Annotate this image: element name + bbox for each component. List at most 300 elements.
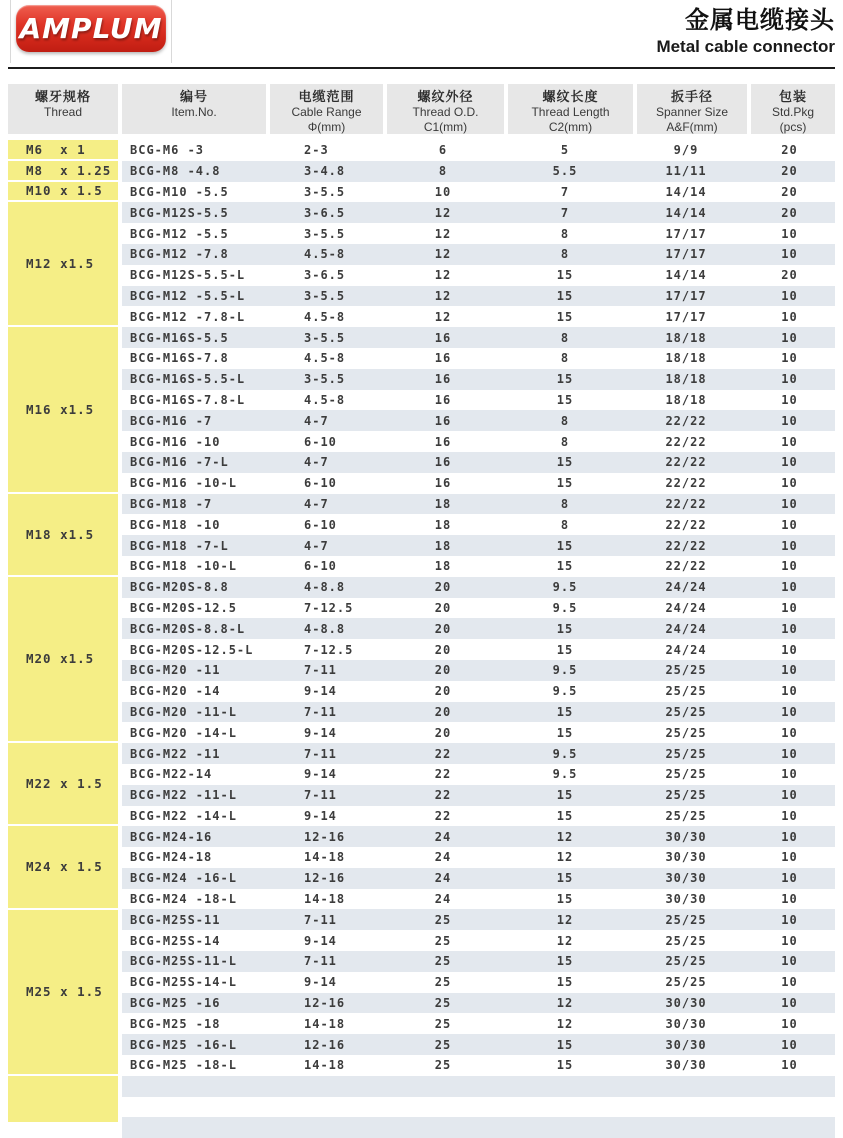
- cell-item-no: BCG-M24 -16-L: [130, 871, 237, 886]
- cell-spanner-size: 22/22: [665, 559, 707, 574]
- table-body: [8, 140, 835, 1138]
- cell-item-no: BCG-M18 -7-L: [130, 538, 229, 553]
- cell-thread-od: 18: [434, 517, 452, 532]
- cell-cable-range: 7-12.5: [304, 600, 354, 615]
- cell-cable-range: 2-3: [304, 143, 329, 158]
- table-row: [122, 951, 835, 972]
- cell-cable-range: 14-18: [304, 1058, 346, 1073]
- cell-spanner-size: 25/25: [665, 704, 707, 719]
- col-header-item-no: [122, 84, 266, 134]
- cell-item-no: BCG-M22-14: [130, 767, 213, 782]
- thread-spec-column: [8, 140, 118, 1138]
- cell-thread-length: 7: [560, 205, 570, 220]
- table-row: [122, 286, 835, 307]
- cell-thread-length: 8: [560, 496, 570, 511]
- table-row: [122, 577, 835, 598]
- cell-spanner-size: 17/17: [665, 288, 707, 303]
- table-row: [122, 1034, 835, 1055]
- cell-spanner-size: 30/30: [665, 996, 707, 1011]
- cell-thread-length: 15: [556, 372, 574, 387]
- cell-thread-length: 9.5: [552, 684, 578, 699]
- table-row: [122, 681, 835, 702]
- cell-spanner-size: 25/25: [665, 954, 707, 969]
- cell-spanner-size: 25/25: [665, 767, 707, 782]
- col-header-en: Std.Pkg: [771, 105, 815, 119]
- cell-cable-range: 4.5-8: [304, 247, 346, 262]
- table-row: [122, 327, 835, 348]
- cell-thread-length: 15: [556, 954, 574, 969]
- cell-thread-length: 15: [556, 642, 574, 657]
- cell-std-pkg: 10: [781, 476, 798, 491]
- cell-item-no: BCG-M8 -4.8: [130, 164, 221, 179]
- cell-std-pkg: 10: [781, 455, 798, 470]
- cell-item-no: BCG-M20 -14: [130, 684, 221, 699]
- cell-thread-od: 20: [434, 600, 452, 615]
- table-header-row: [8, 84, 835, 134]
- cell-std-pkg: 20: [781, 143, 798, 158]
- cell-std-pkg: 20: [781, 205, 798, 220]
- cell-thread-od: 10: [434, 184, 452, 199]
- table-row: [122, 764, 835, 785]
- table-row: [122, 161, 835, 182]
- cell-item-no: BCG-M16 -10-L: [130, 476, 237, 491]
- cell-std-pkg: 10: [781, 559, 798, 574]
- table-row: [122, 930, 835, 951]
- table-row: [122, 598, 835, 619]
- table-row: [122, 265, 835, 286]
- cell-thread-length: 12: [556, 829, 574, 844]
- cell-item-no: BCG-M16S-7.8-L: [130, 392, 246, 407]
- thread-group-m25-x-1-5: [8, 910, 118, 1076]
- cell-cable-range: 3-5.5: [304, 372, 346, 387]
- cell-thread-length: 12: [556, 996, 574, 1011]
- col-header-unit: C1(mm): [423, 120, 468, 134]
- cell-spanner-size: 9/9: [673, 143, 699, 158]
- cell-spanner-size: 22/22: [665, 517, 707, 532]
- col-header-zh: 包装: [778, 89, 807, 104]
- product-table: [8, 84, 835, 1138]
- table-row: [122, 473, 835, 494]
- cell-thread-od: 16: [434, 455, 452, 470]
- cell-cable-range: 3-6.5: [304, 268, 346, 283]
- col-header-unit: Φ(mm): [307, 120, 346, 134]
- cell-std-pkg: 20: [781, 164, 798, 179]
- cell-spanner-size: 11/11: [665, 164, 707, 179]
- cell-std-pkg: 10: [781, 642, 798, 657]
- cell-spanner-size: 24/24: [665, 580, 707, 595]
- cell-std-pkg: 10: [781, 767, 798, 782]
- cell-std-pkg: 10: [781, 330, 798, 345]
- cell-cable-range: 4-7: [304, 538, 329, 553]
- cell-cable-range: 3-5.5: [304, 184, 346, 199]
- cell-thread-od: 24: [434, 871, 452, 886]
- cell-item-no: BCG-M20S-12.5-L: [130, 642, 254, 657]
- cell-item-no: BCG-M16S-5.5-L: [130, 372, 246, 387]
- page-title-en: Metal cable connector: [656, 37, 835, 56]
- cell-std-pkg: 10: [781, 788, 798, 803]
- cell-std-pkg: 10: [781, 226, 798, 241]
- cell-std-pkg: 10: [781, 372, 798, 387]
- cell-std-pkg: 10: [781, 933, 798, 948]
- cell-thread-od: 20: [434, 663, 452, 678]
- col-header-en: Thread Length: [531, 105, 610, 119]
- cell-thread-length: 15: [556, 871, 574, 886]
- thread-group-m12-x1-5: [8, 202, 118, 327]
- cell-thread-od: 20: [434, 684, 452, 699]
- cell-cable-range: 12-16: [304, 1037, 346, 1052]
- cell-item-no: BCG-M10 -5.5: [130, 184, 229, 199]
- cell-item-no: BCG-M16S-7.8: [130, 351, 229, 366]
- cell-cable-range: 6-10: [304, 517, 337, 532]
- cell-thread-length: 15: [556, 455, 574, 470]
- cell-thread-od: 20: [434, 642, 452, 657]
- cell-cable-range: 7-11: [304, 954, 337, 969]
- cell-item-no: BCG-M25S-14: [130, 933, 221, 948]
- cell-thread-od: 25: [434, 933, 452, 948]
- table-row: [122, 826, 835, 847]
- cell-thread-length: 15: [556, 788, 574, 803]
- thread-group-label: M20 x1.5: [26, 651, 95, 667]
- table-row: [122, 452, 835, 473]
- cell-spanner-size: 18/18: [665, 392, 707, 407]
- cell-thread-length: 9.5: [552, 600, 578, 615]
- cell-thread-length: 12: [556, 933, 574, 948]
- cell-std-pkg: 10: [781, 288, 798, 303]
- cell-std-pkg: 10: [781, 247, 798, 262]
- thread-group-m22-x-1-5: [8, 743, 118, 826]
- table-row: [122, 722, 835, 743]
- cell-thread-od: 18: [434, 559, 452, 574]
- table-row: [122, 390, 835, 411]
- table-row: [122, 847, 835, 868]
- cell-std-pkg: 10: [781, 1037, 798, 1052]
- cell-thread-length: 5.5: [552, 164, 578, 179]
- cell-spanner-size: 25/25: [665, 684, 707, 699]
- cell-thread-od: 6: [438, 143, 448, 158]
- cell-cable-range: 7-11: [304, 663, 337, 678]
- cell-cable-range: 9-14: [304, 684, 337, 699]
- cell-std-pkg: 10: [781, 621, 798, 636]
- thread-group-m24-x-1-5: [8, 826, 118, 909]
- cell-cable-range: 9-14: [304, 975, 337, 990]
- cell-thread-od: 20: [434, 725, 452, 740]
- cell-std-pkg: 10: [781, 746, 798, 761]
- col-header-en: Thread O.D.: [412, 105, 479, 119]
- cell-thread-length: 15: [556, 1037, 574, 1052]
- cell-spanner-size: 14/14: [665, 268, 707, 283]
- cell-cable-range: 7-11: [304, 788, 337, 803]
- cell-thread-length: 15: [556, 288, 574, 303]
- cell-cable-range: 6-10: [304, 476, 337, 491]
- cell-item-no: BCG-M12 -5.5: [130, 226, 229, 241]
- cell-item-no: BCG-M25 -16-L: [130, 1037, 237, 1052]
- cell-thread-length: 15: [556, 975, 574, 990]
- cell-item-no: BCG-M24-18: [130, 850, 213, 865]
- thread-group-label: M6 x 1: [26, 141, 86, 157]
- cell-thread-od: 25: [434, 954, 452, 969]
- cell-thread-od: 12: [434, 226, 452, 241]
- cell-item-no: BCG-M20S-12.5: [130, 600, 237, 615]
- cell-spanner-size: 24/24: [665, 642, 707, 657]
- thread-group-m18-x1-5: [8, 494, 118, 577]
- page-title: [656, 6, 835, 58]
- cell-std-pkg: 20: [781, 268, 798, 283]
- cell-cable-range: 14-18: [304, 892, 346, 907]
- cell-spanner-size: 18/18: [665, 351, 707, 366]
- cell-cable-range: 9-14: [304, 933, 337, 948]
- cell-cable-range: 12-16: [304, 871, 346, 886]
- cell-thread-od: 16: [434, 434, 452, 449]
- data-rows-column: [122, 140, 835, 1138]
- cell-thread-length: 15: [556, 725, 574, 740]
- cell-thread-od: 25: [434, 1037, 452, 1052]
- thread-group-label: M12 x1.5: [26, 256, 95, 272]
- cell-spanner-size: 25/25: [665, 933, 707, 948]
- col-header-en: Spanner Size: [655, 105, 729, 119]
- cell-thread-length: 9.5: [552, 767, 578, 782]
- cell-item-no: BCG-M12 -7.8: [130, 247, 229, 262]
- cell-cable-range: 14-18: [304, 850, 346, 865]
- cell-thread-length: 15: [556, 392, 574, 407]
- cell-std-pkg: 10: [781, 954, 798, 969]
- cell-std-pkg: 10: [781, 892, 798, 907]
- cell-thread-length: 15: [556, 538, 574, 553]
- col-header-spanner-size: [637, 84, 747, 134]
- table-row: [122, 972, 835, 993]
- table-row: [122, 785, 835, 806]
- cell-spanner-size: 25/25: [665, 788, 707, 803]
- cell-spanner-size: 17/17: [665, 247, 707, 262]
- col-header-cable-range: [270, 84, 383, 134]
- cell-thread-od: 12: [434, 247, 452, 262]
- cell-spanner-size: 30/30: [665, 829, 707, 844]
- cell-thread-length: 15: [556, 559, 574, 574]
- cell-cable-range: 7-11: [304, 912, 337, 927]
- cell-spanner-size: 22/22: [665, 413, 707, 428]
- cell-spanner-size: 30/30: [665, 871, 707, 886]
- table-row: [122, 431, 835, 452]
- cell-thread-od: 22: [434, 767, 452, 782]
- table-row: [122, 889, 835, 910]
- cell-thread-length: 15: [556, 808, 574, 823]
- cell-thread-od: 16: [434, 372, 452, 387]
- cell-thread-od: 8: [438, 164, 448, 179]
- thread-group-label: M10 x 1.5: [26, 183, 103, 199]
- table-row: [122, 140, 835, 161]
- col-header-unit: C2(mm): [548, 120, 593, 134]
- cell-item-no: BCG-M16 -7-L: [130, 455, 229, 470]
- table-row: [122, 369, 835, 390]
- cell-spanner-size: 25/25: [665, 975, 707, 990]
- cell-spanner-size: 17/17: [665, 309, 707, 324]
- col-header-zh: 编号: [179, 89, 208, 104]
- cell-cable-range: 7-11: [304, 746, 337, 761]
- cell-cable-range: 4.5-8: [304, 392, 346, 407]
- empty-row: [122, 1117, 835, 1138]
- cell-spanner-size: 25/25: [665, 663, 707, 678]
- cell-item-no: BCG-M18 -10-L: [130, 559, 237, 574]
- thread-group-label: M16 x1.5: [26, 401, 95, 417]
- cell-thread-length: 15: [556, 892, 574, 907]
- cell-thread-length: 5: [560, 143, 570, 158]
- cell-cable-range: 4-7: [304, 413, 329, 428]
- cell-std-pkg: 10: [781, 704, 798, 719]
- empty-row: [122, 1097, 835, 1118]
- cell-thread-length: 7: [560, 184, 570, 199]
- cell-std-pkg: 10: [781, 1016, 798, 1031]
- cell-thread-length: 12: [556, 1016, 574, 1031]
- cell-thread-length: 8: [560, 413, 570, 428]
- cell-std-pkg: 10: [781, 351, 798, 366]
- cell-thread-length: 15: [556, 268, 574, 283]
- cell-thread-od: 24: [434, 829, 452, 844]
- cell-spanner-size: 25/25: [665, 808, 707, 823]
- cell-cable-range: 6-10: [304, 559, 337, 574]
- cell-std-pkg: 10: [781, 580, 798, 595]
- cell-thread-od: 25: [434, 1016, 452, 1031]
- cell-std-pkg: 10: [781, 309, 798, 324]
- cell-thread-length: 8: [560, 517, 570, 532]
- cell-std-pkg: 10: [781, 517, 798, 532]
- cell-thread-length: 15: [556, 309, 574, 324]
- cell-thread-od: 22: [434, 808, 452, 823]
- cell-thread-od: 20: [434, 704, 452, 719]
- cell-item-no: BCG-M6 -3: [130, 143, 205, 158]
- cell-item-no: BCG-M20 -14-L: [130, 725, 237, 740]
- cell-thread-od: 18: [434, 538, 452, 553]
- table-row: [122, 993, 835, 1014]
- thread-group-m8-x-1-25: [8, 161, 118, 182]
- cell-spanner-size: 24/24: [665, 621, 707, 636]
- cell-thread-length: 8: [560, 247, 570, 262]
- cell-thread-od: 16: [434, 476, 452, 491]
- cell-cable-range: 9-14: [304, 767, 337, 782]
- cell-thread-length: 15: [556, 621, 574, 636]
- brand-logo: [16, 5, 166, 52]
- cell-spanner-size: 30/30: [665, 1016, 707, 1031]
- cell-spanner-size: 30/30: [665, 850, 707, 865]
- cell-std-pkg: 10: [781, 1058, 798, 1073]
- page-header: [8, 0, 835, 66]
- col-header-thread: [8, 84, 118, 134]
- cell-cable-range: 4-8.8: [304, 621, 346, 636]
- cell-item-no: BCG-M12S-5.5: [130, 205, 229, 220]
- cell-std-pkg: 10: [781, 996, 798, 1011]
- cell-std-pkg: 10: [781, 434, 798, 449]
- cell-item-no: BCG-M25 -18-L: [130, 1058, 237, 1073]
- table-row: [122, 535, 835, 556]
- header-divider: [8, 67, 835, 69]
- cell-spanner-size: 24/24: [665, 600, 707, 615]
- cell-thread-od: 16: [434, 413, 452, 428]
- cell-spanner-size: 22/22: [665, 455, 707, 470]
- thread-group-empty: [8, 1076, 118, 1124]
- thread-group-m10-x-1-5: [8, 182, 118, 203]
- col-header-en: Item.No.: [171, 105, 217, 119]
- thread-group-label: M25 x 1.5: [26, 984, 103, 1000]
- table-row: [122, 660, 835, 681]
- cell-item-no: BCG-M12 -7.8-L: [130, 309, 246, 324]
- cell-cable-range: 3-5.5: [304, 226, 346, 241]
- cell-thread-length: 12: [556, 850, 574, 865]
- cell-item-no: BCG-M18 -7: [130, 496, 213, 511]
- cell-item-no: BCG-M20S-8.8-L: [130, 621, 246, 636]
- cell-thread-length: 12: [556, 912, 574, 927]
- table-row: [122, 1055, 835, 1076]
- cell-item-no: BCG-M16 -10: [130, 434, 221, 449]
- cell-spanner-size: 14/14: [665, 205, 707, 220]
- cell-std-pkg: 10: [781, 663, 798, 678]
- table-row: [122, 556, 835, 577]
- cell-std-pkg: 10: [781, 392, 798, 407]
- cell-thread-od: 20: [434, 580, 452, 595]
- table-row: [122, 348, 835, 369]
- table-row: [122, 202, 835, 223]
- cell-cable-range: 4-7: [304, 496, 329, 511]
- cell-cable-range: 6-10: [304, 434, 337, 449]
- cell-thread-length: 8: [560, 330, 570, 345]
- cell-std-pkg: 10: [781, 808, 798, 823]
- cell-spanner-size: 22/22: [665, 538, 707, 553]
- cell-item-no: BCG-M20 -11: [130, 663, 221, 678]
- col-header-thread-o-d: [387, 84, 504, 134]
- cell-thread-od: 25: [434, 975, 452, 990]
- thread-group-label: M24 x 1.5: [26, 859, 103, 875]
- cell-item-no: BCG-M22 -14-L: [130, 808, 237, 823]
- cell-std-pkg: 10: [781, 413, 798, 428]
- cell-cable-range: 9-14: [304, 808, 337, 823]
- table-row: [122, 909, 835, 930]
- table-row: [122, 182, 835, 203]
- col-header-std-pkg: [751, 84, 835, 134]
- table-row: [122, 639, 835, 660]
- table-row: [122, 514, 835, 535]
- cell-thread-od: 25: [434, 912, 452, 927]
- thread-group-m16-x1-5: [8, 327, 118, 493]
- thread-group-label: M18 x1.5: [26, 526, 95, 542]
- cell-spanner-size: 22/22: [665, 476, 707, 491]
- cell-spanner-size: 25/25: [665, 725, 707, 740]
- cell-item-no: BCG-M25S-11: [130, 912, 221, 927]
- cell-cable-range: 12-16: [304, 829, 346, 844]
- cell-std-pkg: 10: [781, 912, 798, 927]
- cell-thread-length: 8: [560, 351, 570, 366]
- cell-thread-od: 25: [434, 1058, 452, 1073]
- cell-thread-length: 15: [556, 1058, 574, 1073]
- cell-cable-range: 4.5-8: [304, 351, 346, 366]
- col-header-en: Thread: [43, 105, 83, 119]
- cell-spanner-size: 18/18: [665, 330, 707, 345]
- cell-thread-od: 12: [434, 288, 452, 303]
- table-row: [122, 410, 835, 431]
- col-header-en: Cable Range: [291, 105, 362, 119]
- cell-thread-length: 8: [560, 226, 570, 241]
- cell-item-no: BCG-M22 -11-L: [130, 788, 237, 803]
- thread-group-label: M8 x 1.25: [26, 162, 112, 178]
- col-header-zh: 螺纹外径: [417, 89, 474, 104]
- cell-spanner-size: 30/30: [665, 1037, 707, 1052]
- col-header-unit: (pcs): [779, 120, 807, 134]
- table-row: [122, 868, 835, 889]
- table-row: [122, 618, 835, 639]
- cell-std-pkg: 10: [781, 496, 798, 511]
- cell-std-pkg: 10: [781, 871, 798, 886]
- cell-thread-length: 9.5: [552, 746, 578, 761]
- cell-std-pkg: 10: [781, 829, 798, 844]
- thread-group-label: M22 x 1.5: [26, 776, 103, 792]
- cell-cable-range: 9-14: [304, 725, 337, 740]
- cell-spanner-size: 30/30: [665, 892, 707, 907]
